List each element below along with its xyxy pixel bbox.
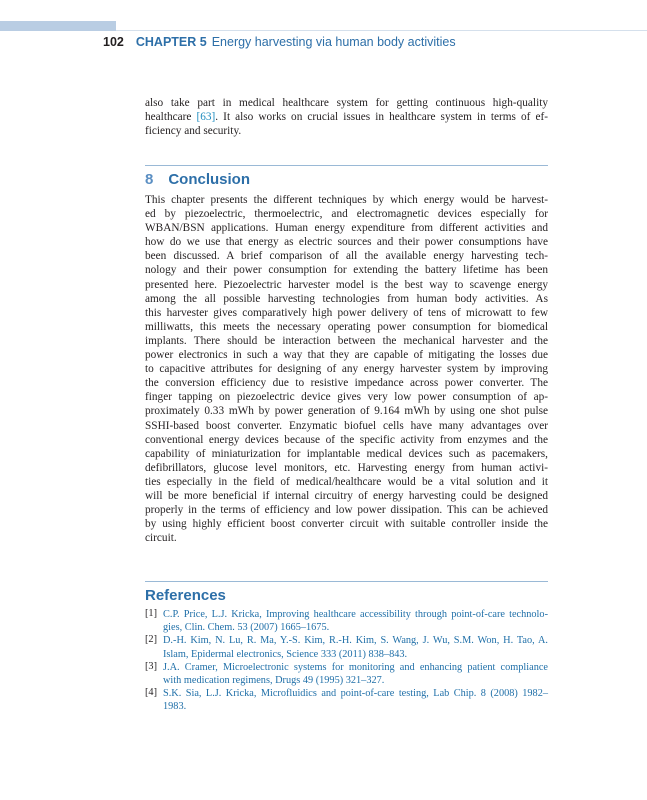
reference-line: Islam, Epidermal electronics, Science 333 (2011) 838–843.	[163, 648, 408, 660]
references-heading: References	[145, 587, 226, 604]
text-line: ties especially in the field of medical/healthcare would be a vital solution and it	[145, 475, 548, 488]
reference-number: [3]	[145, 660, 158, 672]
text-line: finger tapping on piezoelectric device gives very low power consumption of ap-	[145, 391, 548, 404]
section-number: 8	[145, 171, 154, 188]
reference-number: [2]	[145, 634, 158, 646]
text-line	[145, 110, 548, 124]
intro-paragraph	[145, 96, 548, 138]
text-span: . It also works on crucial issues in healthcare system in terms of ef-	[215, 111, 548, 124]
reference-number: [1]	[145, 608, 158, 619]
section-heading-conclusion	[145, 171, 250, 188]
text-line: also take part in medical healthcare system for getting continuous high-quality	[145, 97, 548, 109]
text-line: This chapter presents the different techniques by which energy would be harvest-	[145, 194, 548, 206]
text-line: the conversion efficiency due to resistive impedance across power converter. The	[145, 377, 548, 390]
text-line: will be more beneficial if internal circuitry of energy harvesting could be designed	[145, 489, 548, 502]
text-line: properly in the terms of efficiency and low power dissipation. This can be achieved	[145, 504, 548, 517]
chapter-label: CHAPTER 5	[135, 35, 207, 49]
reference-link[interactable]	[163, 608, 548, 634]
text-line: been discussed. A brief comparison of all the available energy harvesting tech-	[145, 250, 548, 263]
text-line: conventional energy devices because of the specific activity from enzymes and the	[145, 433, 548, 446]
reference-line: gies, Clin. Chem. 53 (2007) 1665–1675.	[163, 622, 330, 634]
page-number: 102	[103, 35, 124, 49]
reference-line: S.K. Sia, L.J. Kricka, Microfluidics and point-of-care testing, Lab Chip. 8 (2008) 1982–	[163, 688, 548, 700]
text-line: defibrillators, glucose level monitors, etc. Harvesting energy from human activi-	[145, 461, 548, 474]
text-line: capability of miniaturization for implantable medical devices such as pacemakers,	[145, 447, 548, 460]
running-header	[103, 35, 456, 49]
reference-line: 1983.	[163, 701, 187, 713]
text-line: WBAN/BSN applications. Human energy expenditure from different activities and	[145, 222, 548, 235]
reference-item	[145, 608, 548, 634]
text-line: circuit.	[145, 532, 177, 545]
text-line: proximately 0.33 mWh by power generation of 9.164 mWh by using one shot pulse	[145, 405, 548, 418]
text-line: milliwatts, this meets the necessary operating power consumption for biomedical	[145, 320, 548, 333]
text-span: healthcare	[145, 111, 197, 124]
header-accent-bar	[0, 21, 116, 31]
reference-line: D.-H. Kim, N. Lu, R. Ma, Y.-S. Kim, R.-H. Kim, S. Wang, J. Wu, S.M. Won, H. Tao, A.	[163, 635, 548, 647]
reference-link[interactable]	[163, 661, 548, 687]
text-line: nology and their power consumption for extending the battery lifetime has been	[145, 264, 548, 277]
text-line: presented here. Piezoelectric harvester model is the best way to scavenge energy	[145, 278, 548, 291]
reference-item	[145, 661, 548, 687]
reference-line: with medication regimens, Drugs 49 (1995) 321–327.	[163, 674, 385, 686]
text-line: SSHI-based boost converter. Enzymatic biofuel cells have many advantages over	[145, 419, 548, 432]
text-line: implants. There should be interaction between the mechanical harvester and the	[145, 334, 548, 347]
citation-link[interactable]: [63]	[196, 111, 216, 124]
text-line: ficiency and security.	[145, 125, 242, 138]
reference-item	[145, 687, 548, 713]
reference-line: C.P. Price, L.J. Kricka, Improving healthcare accessibility through point-of-care technolo-	[163, 609, 548, 620]
reference-number: [4]	[145, 687, 158, 699]
text-line: to capacitive attributes for designing of any energy harvester system by improving	[145, 363, 548, 376]
text-line: power electronics in such a way that they are capable of mitigating the losses due	[145, 349, 548, 362]
section-title: Conclusion	[168, 171, 251, 188]
text-line: how do we use that energy as electric sources and their power consumptions have	[145, 236, 548, 249]
reference-item	[145, 634, 548, 660]
section-rule	[145, 165, 548, 166]
reference-link[interactable]	[163, 634, 548, 660]
reference-list	[145, 608, 548, 714]
chapter-title: Energy harvesting via human body activities	[211, 35, 456, 49]
header-rule	[116, 30, 647, 31]
text-line: this harvester gives comparatively high power delivery of tens of microwatt to few	[145, 306, 548, 319]
text-line: by using highly efficient boost converter circuit with suitable controller inside the	[145, 518, 548, 531]
section-rule	[145, 581, 548, 582]
reference-line: J.A. Cramer, Microelectronic systems for monitoring and enhancing patient compliance	[163, 661, 548, 673]
conclusion-paragraph	[145, 193, 548, 545]
text-line: ed by piezoelectric, thermoelectric, and electromagnetic devices especially for	[145, 208, 548, 221]
reference-link[interactable]	[163, 687, 548, 713]
text-line: among the all possible harvesting technologies from human body activities. As	[145, 292, 548, 305]
